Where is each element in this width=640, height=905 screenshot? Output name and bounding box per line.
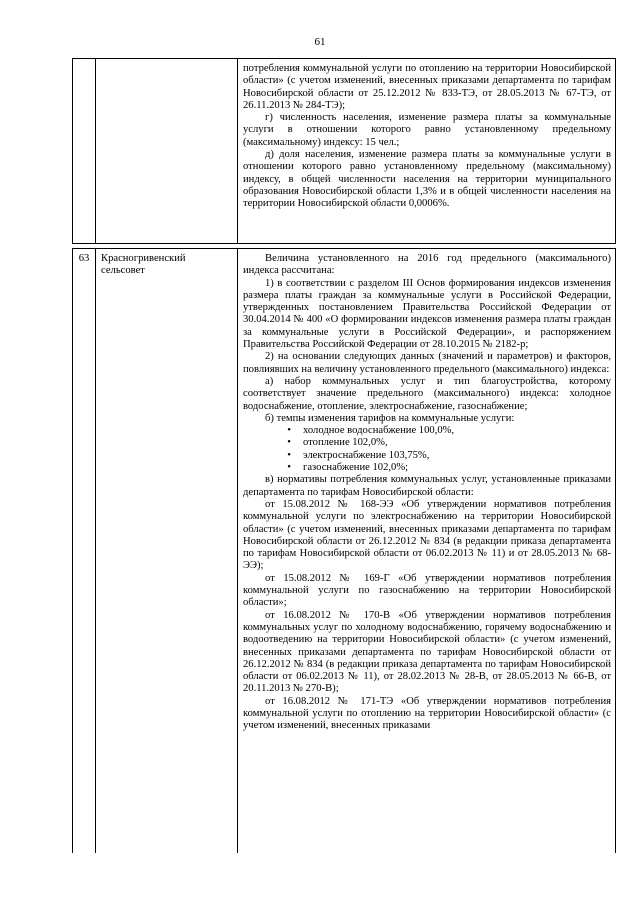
- bullet-icon: •: [287, 425, 291, 437]
- list-item: [243, 425, 611, 437]
- bullet-icon: •: [287, 449, 291, 461]
- list-item: [243, 437, 611, 449]
- list-item: [243, 462, 611, 474]
- column-divider: [95, 249, 96, 853]
- paragraph: б) темпы изменения тарифов на коммунальные услуги:: [265, 412, 515, 424]
- list-item-text: электроснабжение 103,75%,: [303, 449, 430, 461]
- paragraph: Величина установленного на 2016 год предельного (максимального) индекса рассчитана:: [243, 253, 611, 277]
- description-cell: [243, 253, 611, 733]
- column-divider: [237, 59, 238, 243]
- paragraph: 1) в соответствии с разделом III Основ формирования индексов изменения размера платы граждан за коммунальные услуги в Российской Федерации, утвержденных постановлением Правительства Российской Федерации от 30.04.2014 № 400 «О формировании индексов изменения размера платы граждан за коммунальные услуги в Российской Федерации», и распоряжением Правительства Российской Федерации от 28.10.2015 № 2182-р;: [243, 277, 611, 351]
- page-number: 61: [314, 36, 326, 48]
- paragraph: в) нормативы потребления коммунальных услуг, установленные приказами департамента по тарифам Новосибирской области:: [243, 474, 611, 498]
- paragraph: потребления коммунальной услуги по отоплению на территории Новосибирской области» (с учетом изменений, внесенных приказами департамента по тарифам Новосибирской области от 25.12.2012 № 833-ТЭ, от 28.05.2013 № 67-ТЭ, от 26.11.2013 № 284-ТЭ);: [243, 63, 611, 111]
- bullet-icon: •: [287, 437, 291, 449]
- column-divider: [237, 249, 238, 853]
- bullet-icon: •: [287, 462, 291, 474]
- paragraph: 2) на основании следующих данных (значений и параметров) и факторов, повлиявших на величину установленного предельного (максимального) индекса:: [243, 351, 611, 375]
- paragraph: от 16.08.2012 № 170-В «Об утверждении нормативов потребления коммунальных услуг по холодному водоснабжению, горячему водоснабжению и водоотведению на территории Новосибирской области» (с учетом изменений, внесенных приказами департамента по тарифам Новосибирской области от 26.12.2012 № 834 (в редакции приказа департамента по тарифам Новосибирской области от 06.02.2013 № 11), от 28.02.2013 № 28-В, от 28.05.2013 № 66-В, от 20.11.2013 № 270-В);: [243, 609, 611, 695]
- row-number: 63: [78, 253, 90, 264]
- list-item-text: газоснабжение 102,0%;: [303, 462, 409, 474]
- paragraph: от 16.08.2012 № 171-ТЭ «Об утверждении нормативов потребления коммунальной услуги по отоплению на территории Новосибирской области» (с учетом изменений, внесенных приказами: [243, 695, 611, 732]
- paragraph: от 15.08.2012 № 168-ЭЭ «Об утверждении нормативов потребления коммунальной услуги по электроснабжению на территории Новосибирской области» (с учетом изменений, внесенных приказами департамента по тарифам Новосибирской области от 26.12.2012 № 834 (в редакции приказа департамента по тарифам Новосибирской области от 06.02.2013 № 11) и от 28.05.2013 № 68-ЭЭ);: [243, 498, 611, 572]
- paragraph: от 15.08.2012 № 169-Г «Об утверждении нормативов потребления коммунальной услуги по газоснабжению на территории Новосибирской области»;: [243, 572, 611, 609]
- table-row: [72, 248, 616, 853]
- paragraph: а) набор коммунальных услуг и тип благоустройства, которому соответствует значение предельного (максимального) индекса: холодное водоснабжение, отопление, электроснабжение, газоснабжение;: [243, 375, 611, 412]
- list-item-text: отопление 102,0%,: [303, 437, 388, 449]
- description-cell: [243, 63, 611, 211]
- paragraph: д) доля населения, изменение размера платы за коммунальные услуги в отношении которого равно установленному предельному (максимальному) индексу, в общей численности населения на территории муниципального образования Новосибирской области 1,3% и в общей численности населения на территории Новосибирской области 0,0006%.: [243, 149, 611, 210]
- column-divider: [95, 59, 96, 243]
- paragraph: г) численность населения, изменение размера платы за коммунальные услуги в отношении которого равно установленному предельному (максимальному) индексу: 15 чел.;: [243, 112, 611, 148]
- list-item: [243, 450, 611, 462]
- table-row-continued: [72, 58, 616, 244]
- municipality-name: Красногривенский сельсовет: [101, 253, 186, 277]
- list-item-text: холодное водоснабжение 100,0%,: [303, 425, 455, 437]
